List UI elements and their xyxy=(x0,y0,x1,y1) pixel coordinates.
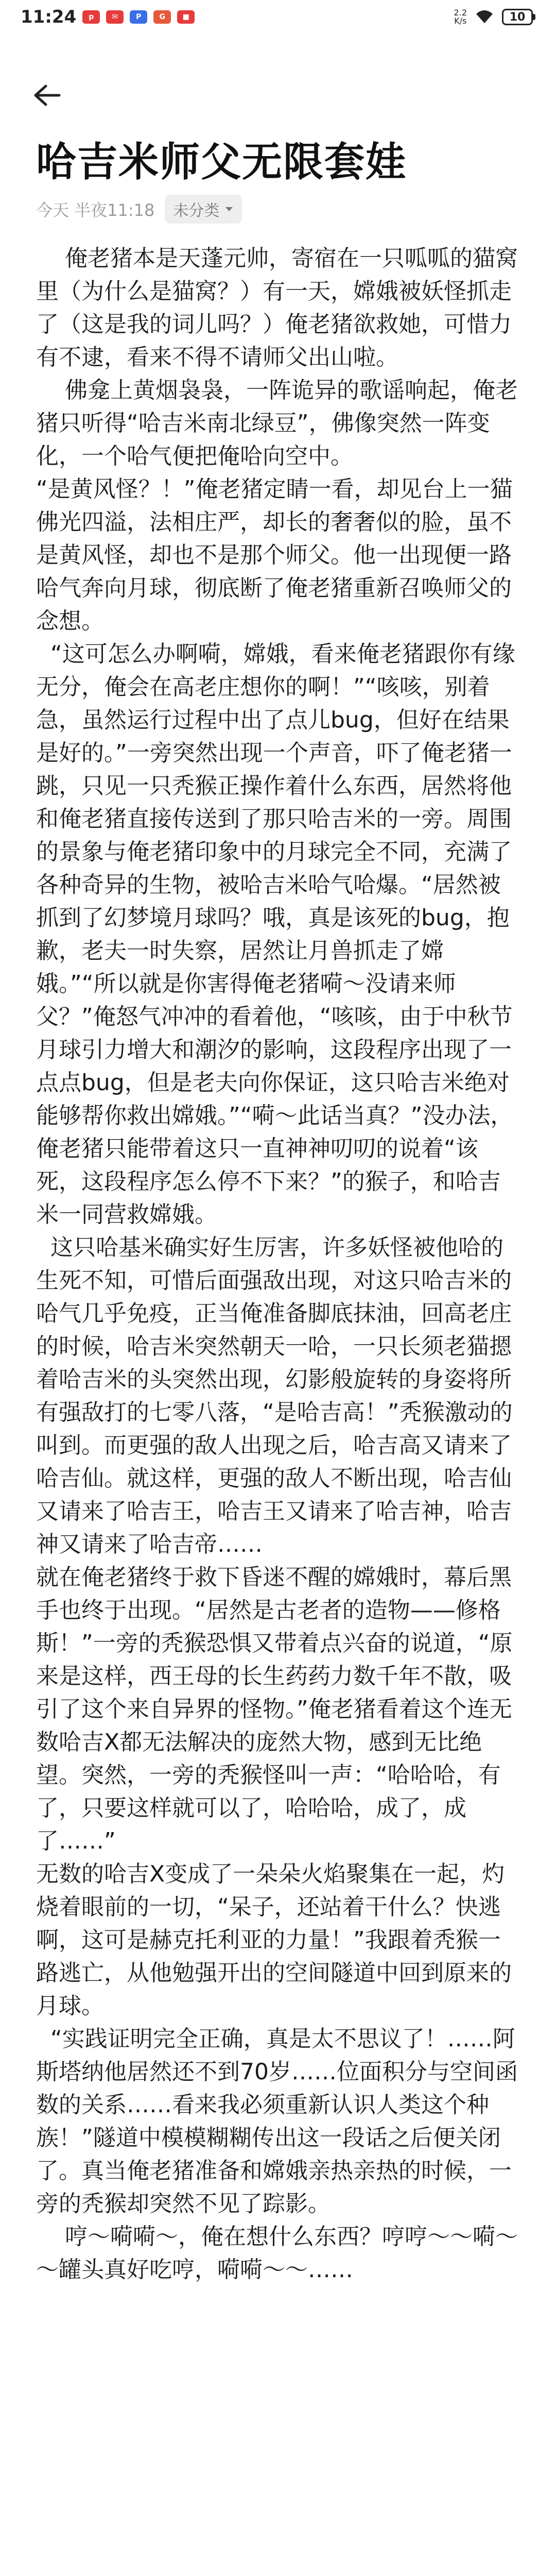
paragraph: 无数的哈吉X变成了一朵朵火焰聚集在一起，灼烧着眼前的一切，“呆子，还站着干什么？快逃啊，这可是赫克托利亚的力量！”我跟着秃猴一路逃亡，从他勉强开出的空间隧道中回到原来的月球。 xyxy=(36,1861,512,2019)
back-button[interactable] xyxy=(29,77,65,113)
paragraph: “是黄风怪？！”俺老猪定睛一看，却见台上一猫佛光四溢，法相庄严，却长的奢奢似的脸，虽不是黄风怪，却也不是那个师父。他一出现便一路哈气奔向月球，彻底断了俺老猪重新召唤师父的念想。 xyxy=(36,476,513,634)
notification-icon: ✉ xyxy=(106,10,124,24)
net-speed xyxy=(454,9,467,25)
caret-down-icon xyxy=(224,206,234,212)
notification-icon: P xyxy=(130,10,147,24)
status-right xyxy=(454,9,535,25)
note-date: 今天 半夜11:18 xyxy=(36,200,155,220)
paragraph: 俺老猪本是天蓬元帅，寄宿在一只呱呱的猫窝里（为什么是猫窝？）有一天，嫦娥被妖怪抓走了（这是我的词儿吗？）俺老猪欲救她，可惜力有不逮，看来不得不请师父出山啦。 xyxy=(36,245,518,370)
paragraph: 这只哈基米确实好生厉害，许多妖怪被他哈的生死不知，可惜后面强敌出现，对这只哈吉米的哈气几乎免疫，正当俺准备脚底抹油，回高老庄的时候，哈吉米突然朝天一哈，一只长须老猫摁着哈吉米的头突然出现，幻影般旋转的身姿将所有强敌打的七零八落，“是哈吉高！”秃猴激动的叫到。而更强的敌人出现之后，哈吉高又请来了哈吉仙。就这样，更强的敌人不断出现，哈吉仙又请来了哈吉王，哈吉王又请来了哈吉神，哈吉神又请来了哈吉帝…… xyxy=(36,1234,513,1557)
battery-icon xyxy=(502,9,535,25)
net-speed-value: 2.2 xyxy=(454,8,467,18)
paragraph: 就在俺老猪终于救下昏迷不醒的嫦娥时，幕后黑手也终于出现。“居然是古老者的造物——修格斯！”一旁的秃猴恐惧又带着点兴奋的说道，“原来是这样，西王母的长生药药力数千年不散，吸引了这个来自异界的怪物。”俺老猪看着这个连无数哈吉X都无法解决的庞然大物，感到无比绝望。突然，一旁的秃猴怪叫一声：“哈哈哈，有了，只要这样就可以了，哈哈哈，成了，成了……” xyxy=(36,1564,513,1854)
note-meta xyxy=(36,195,242,224)
status-bar xyxy=(0,0,556,34)
notification-icon: p xyxy=(82,10,100,24)
wifi-icon xyxy=(474,9,495,25)
arrow-left-icon xyxy=(32,83,61,108)
category-label: 未分类 xyxy=(173,202,220,220)
notification-icon: ■ xyxy=(177,10,195,24)
battery-tip xyxy=(533,14,535,20)
status-left xyxy=(21,7,195,27)
note-title: 哈吉米师父无限套娃 xyxy=(36,139,407,185)
notification-icon: G xyxy=(153,10,171,24)
note-body[interactable] xyxy=(36,242,523,2286)
paragraph: “实践证明完全正确，真是太不思议了！……阿斯塔纳他居然还不到70岁……位面积分与空间函数的关系……看来我必须重新认识人类这个种族！”隧道中模模糊糊传出这一段话之后便关闭了。真当俺老猪准备和嫦娥亲热亲热的时候，一旁的秃猴却突然不见了踪影。 xyxy=(36,2026,518,2217)
net-speed-unit: K/s xyxy=(454,16,467,26)
status-time: 11:24 xyxy=(21,7,77,27)
paragraph: 哼～嗬嗬～，俺在想什么东西？哼哼～～嗬～～罐头真好吃哼，嗬嗬～～…… xyxy=(36,2224,518,2283)
paragraph: “这可怎么办啊嗬，嫦娥，看来俺老猪跟你有缘无分，俺会在高老庄想你的啊！”“咳咳，别着急，虽然运行过程中出了点儿bug，但好在结果是好的。”一旁突然出现一个声音，吓了俺老猪一跳，只见一只秃猴正操作着什么东西，居然将他和俺老猪直接传送到了那只哈吉米的一旁。周围的景象与俺老猪印象中的月球完全不同，充满了各种奇异的生物，被哈吉米哈气哈爆。“居然被抓到了幻梦境月球吗？哦，真是该死的bug，抱歉，老夫一时失察，居然让月兽抓走了嫦娥。”“所以就是你害得俺老猪嗬～没请来师父？”俺怒气冲冲的看着他，“咳咳，由于中秋节月球引力增大和潮汐的影响，这段程序出现了一点点bug，但是老夫向你保证，这只哈吉米绝对能够帮你救出嫦娥。”“嗬～此话当真？”没办法，俺老猪只能带着这只一直神神叨叨的说着“该死，这段程序怎么停不下来？”的猴子，和哈吉米一同营救嫦娥。 xyxy=(36,641,515,1228)
paragraph: 佛龛上黄烟袅袅，一阵诡异的歌谣响起，俺老猪只听得“哈吉米南北绿豆”，佛像突然一阵变化，一个哈气便把俺哈向空中。 xyxy=(36,377,518,469)
category-dropdown[interactable] xyxy=(165,195,242,224)
battery-level: 10 xyxy=(502,9,533,25)
